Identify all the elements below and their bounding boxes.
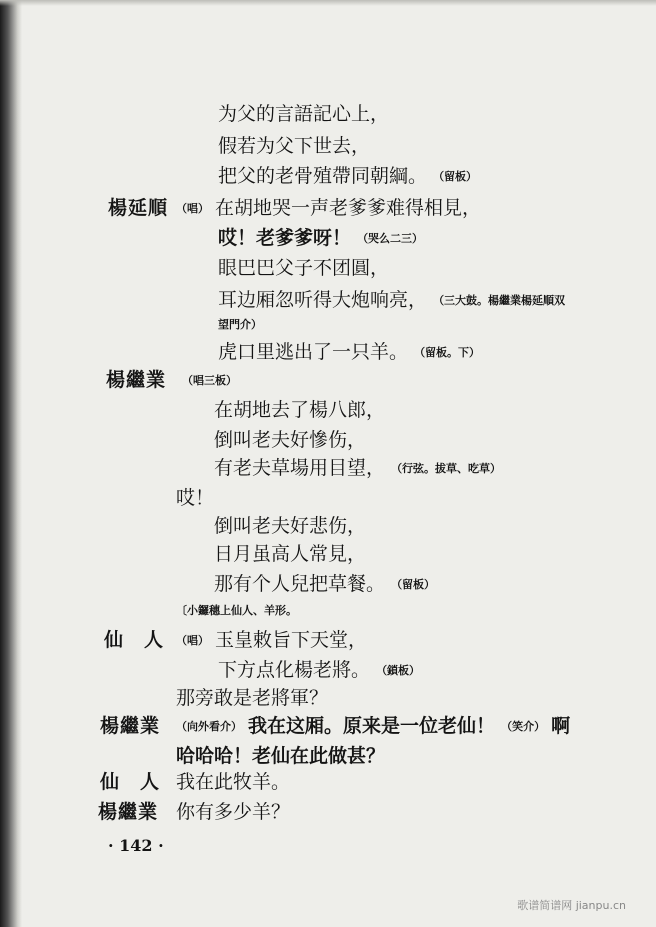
verse-line: 日月虽高人常見， <box>214 543 367 565</box>
verse-line: （唱） 玉皇敕旨下天堂， <box>176 629 368 651</box>
scan-top-shadow <box>0 0 656 6</box>
stage-direction-line: 〔小鑼穗上仙人、羊形。 <box>176 604 297 617</box>
stage-direction: （行弦。拔草、吃草） <box>391 462 502 475</box>
verse-line: （向外看介） 我在这厢。原来是一位老仙！ （笑介） 啊 <box>176 715 571 737</box>
singing-cue: （唱） <box>176 634 209 647</box>
speaker-name: 仙 人 <box>104 629 165 651</box>
stage-direction: （向外看介） <box>176 720 242 733</box>
verse-line: 我在此牧羊。 <box>176 771 291 793</box>
speaker-name: 楊繼業 <box>100 715 161 737</box>
verse-line: 假若为父下世去， <box>218 135 371 157</box>
stage-direction: （留板） <box>391 578 436 591</box>
verse-line: 眼巴巴父子不团圓， <box>218 257 390 279</box>
scan-edge-shadow <box>0 0 22 927</box>
watermark: 歌谱简谱网 jianpu.cn <box>517 899 626 912</box>
verse-line: 哎！老爹爹呀！ （哭么二三） <box>218 227 424 249</box>
stage-direction: （哭么二三） <box>357 232 424 245</box>
stage-direction-continuation: 望門介） <box>218 318 262 331</box>
speaker-name: 楊繼業 <box>98 801 159 823</box>
verse-line: （唱） 在胡地哭一声老爹爹难得相見， <box>176 197 482 219</box>
verse-line: 在胡地去了楊八郎， <box>214 399 386 421</box>
verse-line: 那有个人兒把草餐。 （留板） <box>214 573 436 595</box>
stage-direction: （笑介） <box>501 720 546 733</box>
stage-direction: （留板） <box>433 170 478 183</box>
verse-line: 耳边厢忽听得大炮响亮， （三大鼓。楊繼業楊延順双 <box>218 289 566 311</box>
singing-cue-line: （唱三板） <box>182 374 237 387</box>
verse-line: 有老夫草場用目望， （行弦。拔草、吃草） <box>214 457 502 479</box>
speaker-name: 楊延順 <box>108 197 169 219</box>
verse-line: 下方点化楊老將。 （鎖板） <box>218 659 421 681</box>
stage-direction: （三大鼓。楊繼業楊延順双 <box>433 294 566 307</box>
verse-line: 那旁敢是老將軍？ <box>176 687 329 709</box>
singing-cue: （唱） <box>176 202 209 215</box>
verse-line: 哎！ <box>176 487 215 509</box>
verse-line: 你有多少羊？ <box>176 801 291 823</box>
verse-line: 为父的言語記心上， <box>218 103 390 125</box>
stage-direction: （留板。下） <box>414 346 481 359</box>
verse-line: 哈哈哈！老仙在此做甚？ <box>176 745 386 767</box>
verse-line: 倒叫老夫好悲伤， <box>214 515 367 537</box>
page-number: · 142 · <box>108 836 164 855</box>
speaker-name: 仙 人 <box>100 771 161 793</box>
speaker-name: 楊繼業 <box>106 369 167 391</box>
verse-line: 虎口里逃出了一只羊。 （留板。下） <box>218 341 481 363</box>
verse-line: 倒叫老夫好慘伤， <box>214 429 367 451</box>
verse-line: 把父的老骨殖帶同朝綱。 （留板） <box>218 165 478 187</box>
stage-direction: （鎖板） <box>376 664 421 677</box>
